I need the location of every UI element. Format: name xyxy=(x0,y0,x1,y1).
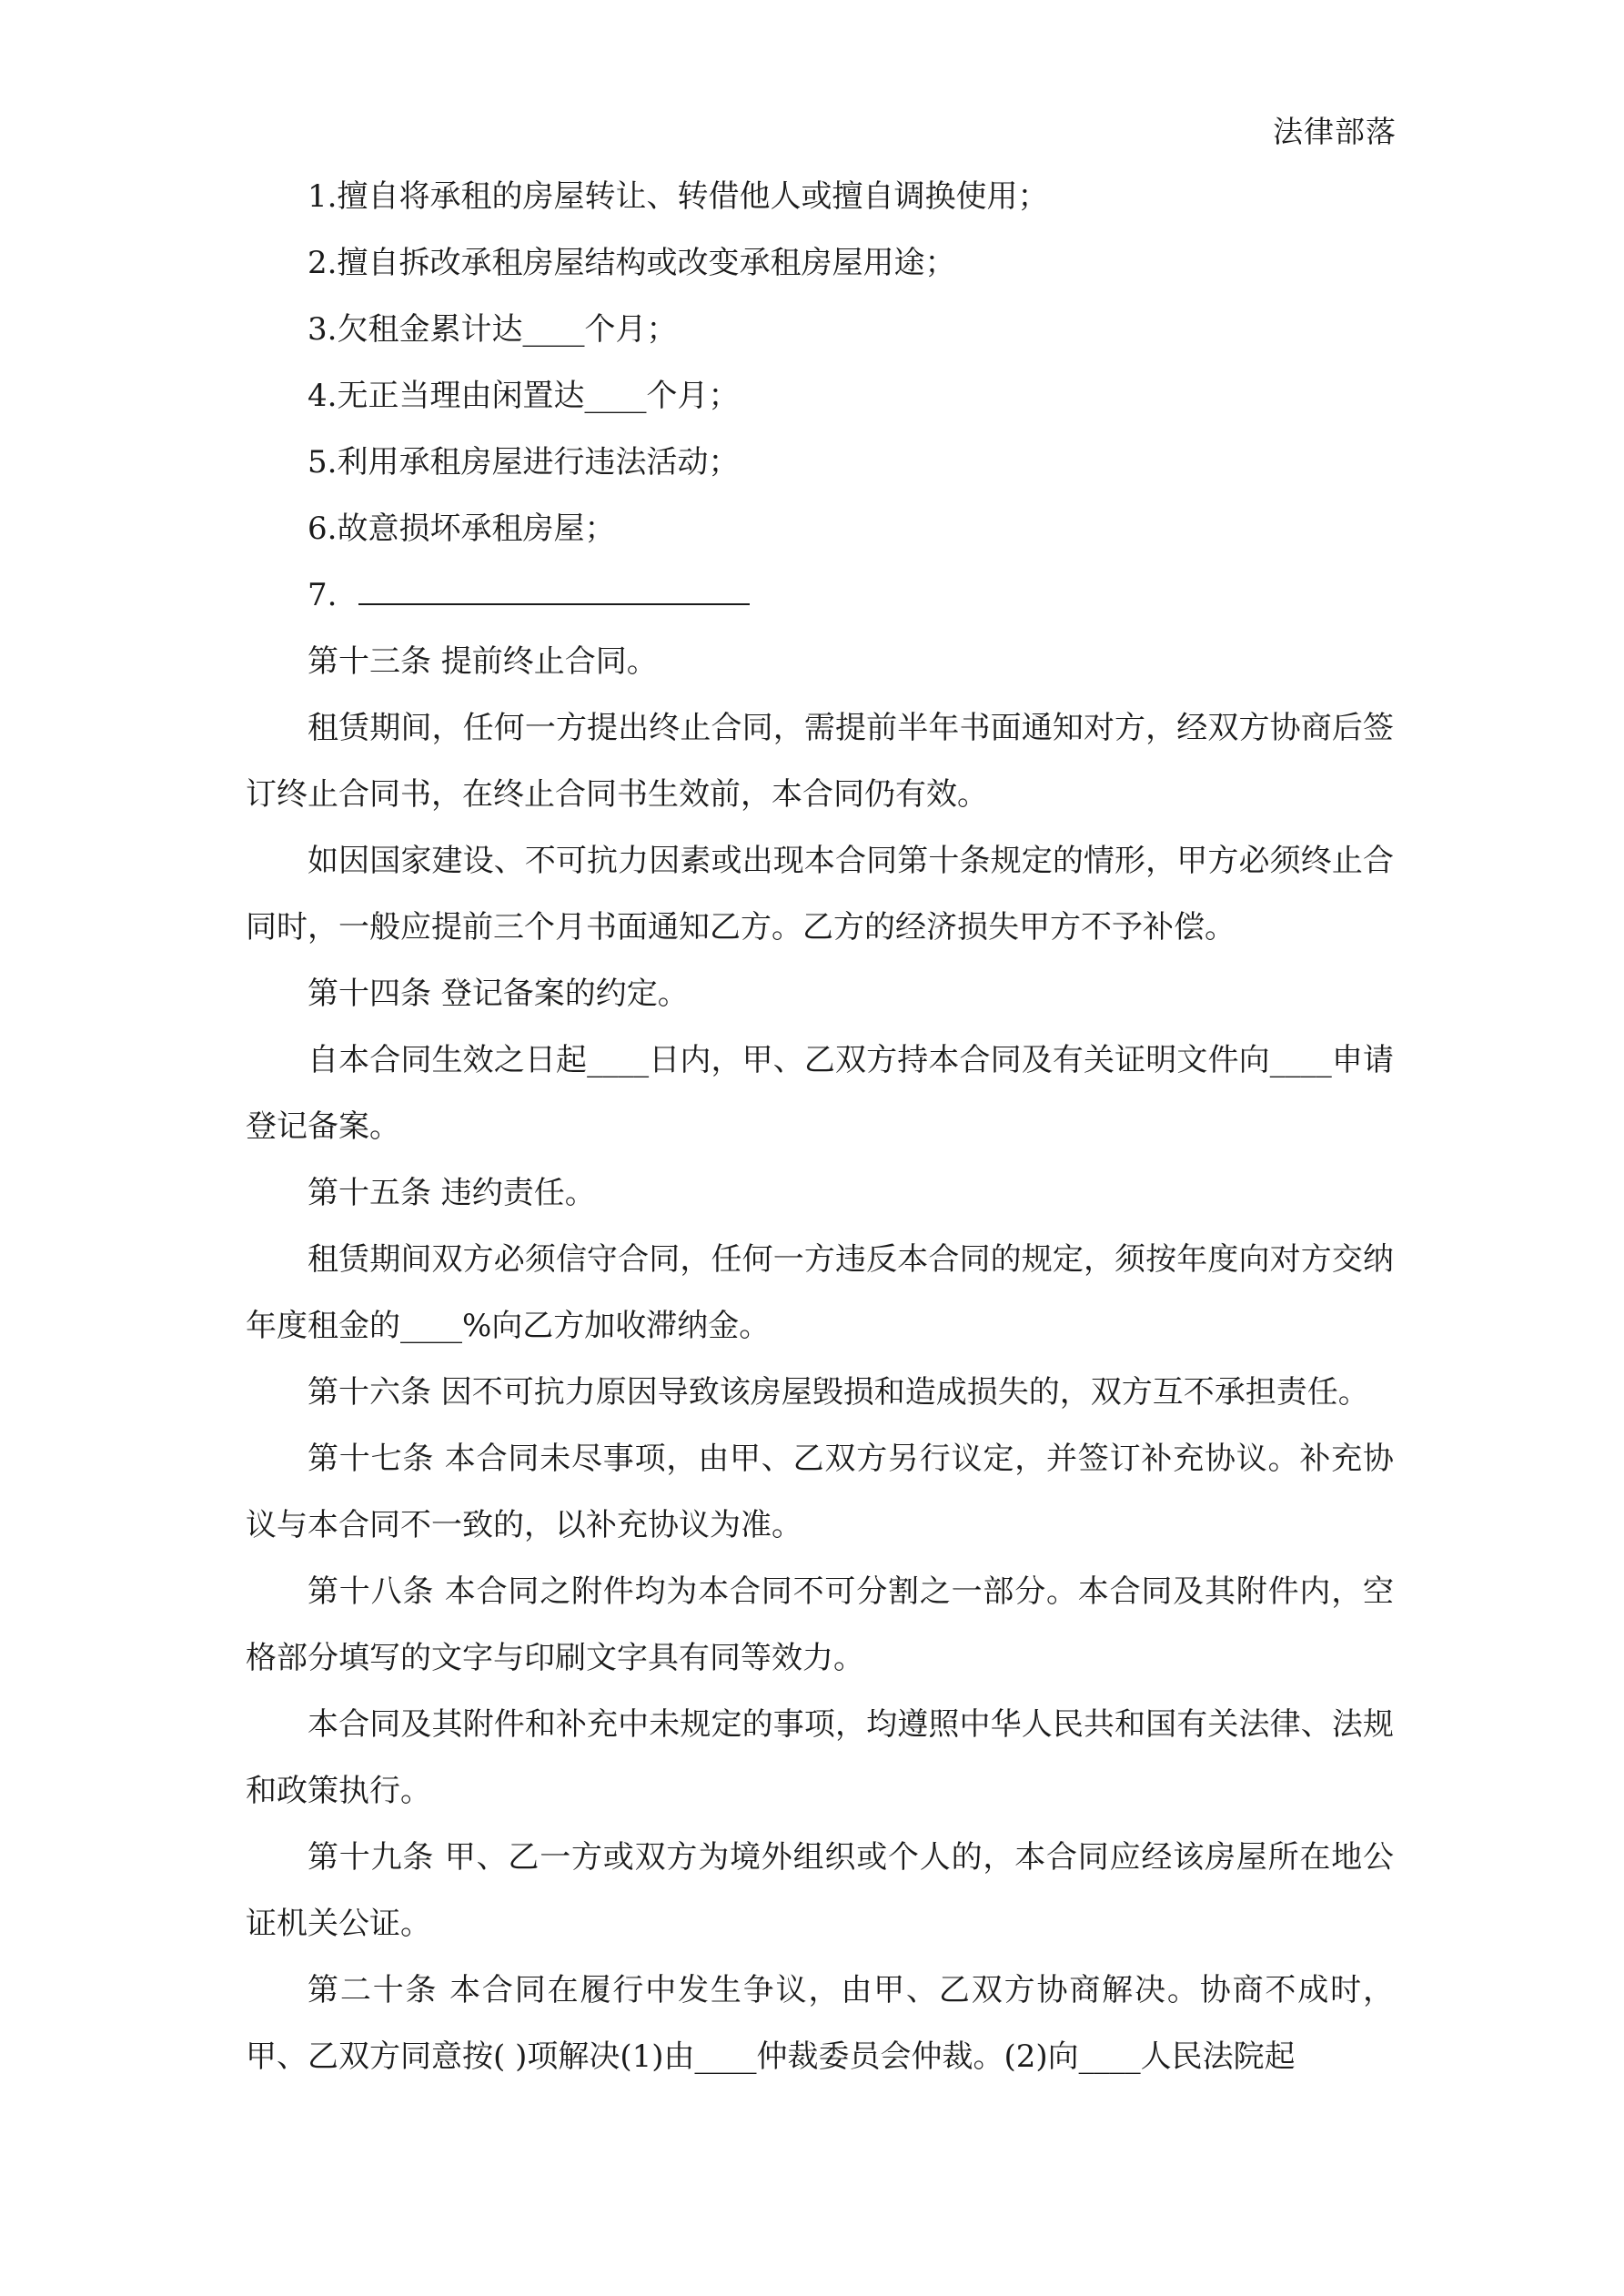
clause-item-1: 1.擅自将承租的房屋转让、转借他人或擅自调换使用； xyxy=(308,178,1049,215)
article-13-para-2: 如因国家建设、不可抗力因素或出现本合同第十条规定的情形，甲方必须终止合同时，一般应提前三个月书面通知乙方。乙方的经济损失甲方不予补偿。 xyxy=(246,843,1394,946)
page-header: 法律部落 xyxy=(1273,114,1397,149)
article-14-heading: 第十四条 登记备案的约定。 xyxy=(308,976,689,1012)
clause-item-3: 3.欠租金累计达____个月； xyxy=(308,311,678,348)
clause-item-4: 4.无正当理由闲置达____个月； xyxy=(308,378,740,414)
article-13-heading: 第十三条 提前终止合同。 xyxy=(308,643,658,680)
clause-item-5: 5.利用承租房屋进行违法活动； xyxy=(308,444,740,480)
article-13-para-1: 租赁期间，任何一方提出终止合同，需提前半年书面通知对方，经双方协商后签订终止合同书，在终止合同书生效前，本合同仍有效。 xyxy=(246,710,1394,813)
document-body xyxy=(246,164,1394,2090)
article-18: 第十八条 本合同之附件均为本合同不可分割之一部分。本合同及其附件内，空格部分填写的文字与印刷文字具有同等效力。 xyxy=(246,1573,1394,1676)
clause-item-2: 2.擅自拆改承租房屋结构或改变承租房屋用途； xyxy=(308,245,956,281)
article-15-heading: 第十五条 违约责任。 xyxy=(308,1175,596,1211)
clause-item-6: 6.故意损坏承租房屋； xyxy=(308,511,616,547)
clause-item-7-label: 7. xyxy=(308,577,338,613)
article-15-para: 租赁期间双方必须信守合同，任何一方违反本合同的规定，须按年度向对方交纳年度租金的____%向乙方加收滞纳金。 xyxy=(246,1241,1394,1344)
article-20: 第二十条 本合同在履行中发生争议，由甲、乙双方协商解决。协商不成时，甲、乙双方同意按( )项解决(1)由____仲裁委员会仲裁。(2)向____人民法院起 xyxy=(246,1972,1394,2075)
article-19: 第十九条 甲、乙一方或双方为境外组织或个人的，本合同应经该房屋所在地公证机关公证。 xyxy=(246,1839,1394,1942)
article-16: 第十六条 因不可抗力原因导致该房屋毁损和造成损失的，双方互不承担责任。 xyxy=(308,1374,1369,1411)
clause-item-7 xyxy=(246,562,1394,629)
article-18-para-2: 本合同及其附件和补充中未规定的事项，均遵照中华人民共和国有关法律、法规和政策执行。 xyxy=(246,1706,1394,1809)
fill-in-blank xyxy=(358,567,750,605)
article-14-para: 自本合同生效之日起____日内，甲、乙双方持本合同及有关证明文件向____申请登记备案。 xyxy=(246,1042,1394,1145)
article-17: 第十七条 本合同未尽事项，由甲、乙双方另行议定，并签订补充协议。补充协议与本合同不一致的，以补充协议为准。 xyxy=(246,1441,1394,1543)
